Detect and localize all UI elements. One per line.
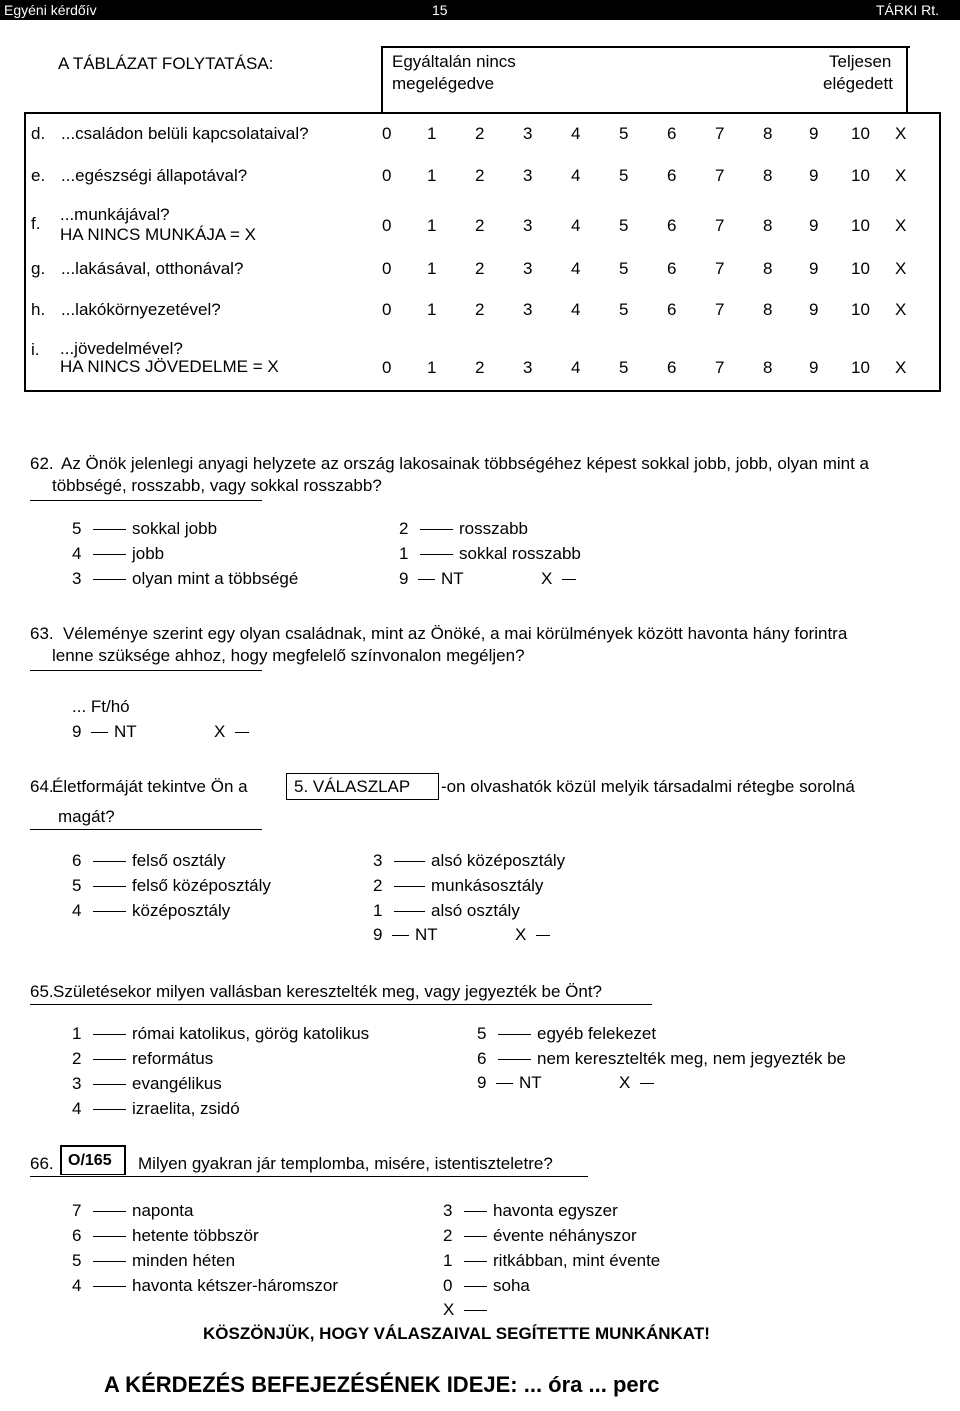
q66-option-code[interactable]: 4 (72, 1276, 82, 1295)
scale-option[interactable]: 6 (667, 124, 677, 143)
scale-option[interactable]: 2 (475, 216, 485, 235)
q66-option-label: minden héten (132, 1251, 236, 1270)
scale-option[interactable]: X (895, 124, 907, 143)
dash-connector (93, 1034, 126, 1035)
scale-option[interactable]: 6 (667, 358, 677, 377)
q66-option-code[interactable]: 3 (443, 1201, 453, 1220)
dash-connector (420, 554, 453, 555)
q64-nt-label: NT (415, 925, 438, 944)
scale-option[interactable]: 2 (475, 358, 485, 377)
q66-number: 66. (30, 1154, 54, 1173)
scale-option[interactable]: X (895, 166, 907, 185)
dash-connector (93, 554, 126, 555)
q66-option-label: ritkábban, mint évente (493, 1251, 661, 1270)
header-organization: TÁRKI Rt. (876, 2, 940, 18)
q65-option-code[interactable]: 1 (72, 1024, 82, 1043)
dash-connector (93, 1236, 126, 1237)
q64-nt-code[interactable]: 9 (373, 925, 383, 944)
q65-option-label: egyéb felekezet (537, 1024, 657, 1043)
scale-option[interactable]: 0 (382, 216, 392, 235)
q65-option-label: református (132, 1049, 214, 1068)
q62-option-code[interactable]: 1 (399, 544, 409, 563)
q66-option-label: naponta (132, 1201, 194, 1220)
row-label-condition: HA NINCS JÖVEDELME = X (60, 357, 279, 376)
q65-option-code[interactable]: 5 (477, 1024, 487, 1043)
q66-underline (30, 1176, 588, 1177)
row-label: ...lakásával, otthonával? (61, 259, 244, 278)
scale-option[interactable]: 2 (475, 300, 485, 319)
row-letter: h. (31, 300, 46, 319)
scale-option[interactable]: 1 (427, 259, 437, 278)
q63-nt-label: NT (114, 722, 137, 741)
q65-option-code[interactable]: 2 (72, 1049, 82, 1068)
scale-option[interactable]: 6 (667, 259, 677, 278)
scale-option[interactable]: 9 (809, 216, 819, 235)
q64-option-code[interactable]: 5 (72, 876, 82, 895)
q64-option-label: alsó középosztály (431, 851, 566, 870)
q65-option-label: izraelita, zsidó (132, 1099, 240, 1118)
scale-option[interactable]: 7 (715, 166, 725, 185)
scale-option[interactable]: 6 (667, 300, 677, 319)
dash-connector (464, 1211, 487, 1212)
scale-option[interactable]: 9 (809, 124, 819, 143)
scale-option[interactable]: 5 (619, 124, 629, 143)
table-row (26, 340, 939, 394)
scale-high-label-line1: Teljesen (829, 52, 892, 71)
scale-option[interactable]: 9 (809, 259, 819, 278)
scale-option[interactable]: 2 (475, 166, 485, 185)
row-letter: d. (31, 124, 46, 143)
table-row (26, 124, 939, 166)
q63-x-option[interactable]: X (214, 722, 226, 741)
dash-connector (562, 579, 576, 580)
scale-option[interactable]: 4 (571, 216, 581, 235)
scale-high-label-line2: elégedett (823, 74, 893, 93)
q63-text-line2: lenne szüksége ahhoz, hogy megfelelő színvonalon megéljen? (52, 646, 525, 665)
q62-number: 62. (30, 454, 54, 473)
q66-option-code[interactable]: X (443, 1300, 455, 1319)
q62-text-line1: Az Önök jelenlegi anyagi helyzete az ország lakosainak többségéhez képest sokkal jobb, jobb, olyan mint a (61, 454, 869, 473)
dash-connector (392, 935, 409, 936)
row-letter: i. (31, 340, 40, 359)
scale-low-label-line1: Egyáltalán nincs (392, 52, 516, 71)
q62-x-option[interactable]: X (541, 569, 553, 588)
scale-option[interactable]: 2 (475, 124, 485, 143)
q62-option-code[interactable]: 4 (72, 544, 82, 563)
q65-nt-label: NT (519, 1073, 542, 1092)
scale-option[interactable]: 5 (619, 216, 629, 235)
scale-option[interactable]: 0 (382, 124, 392, 143)
end-time-field[interactable]: A KÉRDEZÉS BEFEJEZÉSÉNEK IDEJE: ... óra ... perc (104, 1372, 660, 1397)
scale-header-right-edge (906, 46, 908, 112)
q64-option-code[interactable]: 2 (373, 876, 383, 895)
table-row (26, 300, 939, 340)
scale-option[interactable]: 8 (763, 124, 773, 143)
q62-option-code[interactable]: 3 (72, 569, 82, 588)
satisfaction-table (24, 112, 941, 392)
q62-text-line2: többségé, rosszabb, vagy sokkal rosszabb? (52, 476, 382, 495)
scale-option[interactable]: X (895, 358, 907, 377)
dash-connector (93, 911, 126, 912)
scale-option[interactable]: 9 (809, 300, 819, 319)
row-label: ...családon belüli kapcsolataival? (61, 124, 309, 143)
q64-option-code[interactable]: 3 (373, 851, 383, 870)
dash-connector (93, 1084, 126, 1085)
row-label: ...egészségi állapotával? (61, 166, 248, 185)
scale-option[interactable]: 4 (571, 124, 581, 143)
scale-option[interactable]: 0 (382, 259, 392, 278)
q62-option-code[interactable]: 2 (399, 519, 409, 538)
q66-code-label: O/165 (68, 1152, 112, 1169)
q65-x-option[interactable]: X (619, 1073, 631, 1092)
q64-card-label: 5. VÁLASZLAP (294, 777, 411, 796)
scale-option[interactable]: 7 (715, 216, 725, 235)
dash-connector (464, 1261, 487, 1262)
q66-option-code[interactable]: 7 (72, 1201, 82, 1220)
dash-connector (394, 911, 425, 912)
scale-option[interactable]: 7 (715, 259, 725, 278)
table-row (26, 206, 939, 259)
scale-option[interactable]: 7 (715, 300, 725, 319)
scale-option[interactable]: 5 (619, 358, 629, 377)
q63-nt-code[interactable]: 9 (72, 722, 82, 741)
thanks-message: KÖSZÖNJÜK, HOGY VÁLASZAIVAL SEGÍTETTE MUNKÁNKAT! (203, 1324, 710, 1343)
q66-option-code[interactable]: 1 (443, 1251, 453, 1270)
q64-option-code[interactable]: 1 (373, 901, 383, 920)
q65-option-label: nem keresztelték meg, nem jegyezték be (537, 1049, 846, 1068)
dash-connector (93, 1109, 126, 1110)
dash-connector (93, 1261, 126, 1262)
q62-option-label: rosszabb (459, 519, 528, 538)
dash-connector (394, 886, 425, 887)
scale-option[interactable]: 3 (523, 166, 533, 185)
dash-connector (420, 529, 453, 530)
scale-option[interactable]: 6 (667, 166, 677, 185)
q65-option-code[interactable]: 3 (72, 1074, 82, 1093)
q62-option-label: sokkal rosszabb (459, 544, 581, 563)
q64-underline (30, 829, 262, 830)
dash-connector (498, 1059, 531, 1060)
q66-option-code[interactable]: 2 (443, 1226, 453, 1245)
q62-nt-code[interactable]: 9 (399, 569, 409, 588)
q62-option-label: olyan mint a többségé (132, 569, 299, 588)
scale-option[interactable]: X (895, 300, 907, 319)
q62-nt-label: NT (441, 569, 464, 588)
row-label: ...lakókörnyezetével? (61, 300, 221, 319)
scale-option[interactable]: 3 (523, 259, 533, 278)
scale-option[interactable]: 7 (715, 358, 725, 377)
q62-option-label: sokkal jobb (132, 519, 218, 538)
scale-option[interactable]: 0 (382, 300, 392, 319)
dash-connector (536, 935, 550, 936)
scale-option[interactable]: 10 (851, 124, 870, 143)
dash-connector (93, 861, 126, 862)
scale-option[interactable]: 4 (571, 166, 581, 185)
scale-option[interactable]: 1 (427, 300, 437, 319)
row-label-condition: HA NINCS MUNKÁJA = X (60, 225, 257, 244)
scale-option[interactable]: 9 (809, 358, 819, 377)
scale-option[interactable]: 10 (851, 166, 870, 185)
scale-option[interactable]: 0 (382, 358, 392, 377)
dash-connector (235, 732, 249, 733)
dash-connector (93, 886, 126, 887)
scale-option[interactable]: 9 (809, 166, 819, 185)
scale-option[interactable]: 8 (763, 300, 773, 319)
q64-option-code[interactable]: 6 (72, 851, 82, 870)
dash-connector (640, 1083, 654, 1084)
q63-text-line1: Véleménye szerint egy olyan családnak, mint az Önöké, a mai körülmények között havonta hány forintra (63, 624, 848, 643)
header-page-number: 15 (432, 2, 448, 18)
row-letter: g. (31, 259, 46, 278)
scale-option[interactable]: 10 (851, 300, 870, 319)
q64-number: 64. (30, 777, 54, 796)
table-row (26, 166, 939, 206)
q64-option-code[interactable]: 4 (72, 901, 82, 920)
q62-underline (30, 500, 262, 501)
dash-connector (93, 1286, 126, 1287)
dash-connector (496, 1083, 513, 1084)
scale-option[interactable]: 4 (571, 300, 581, 319)
scale-option[interactable]: 1 (427, 124, 437, 143)
q65-option-label: evangélikus (132, 1074, 222, 1093)
scale-option[interactable]: 8 (763, 166, 773, 185)
scale-option[interactable]: 1 (427, 358, 437, 377)
header-survey-title: Egyéni kérdőív (4, 2, 97, 18)
scale-option[interactable]: 5 (619, 300, 629, 319)
q66-option-label: évente néhányszor (493, 1226, 637, 1245)
dash-connector (418, 579, 435, 580)
scale-option[interactable]: 10 (851, 358, 870, 377)
row-letter: e. (31, 166, 46, 185)
q64-option-label: középosztály (132, 901, 231, 920)
table-row (26, 259, 939, 300)
dash-connector (394, 861, 425, 862)
scale-header-box (381, 46, 908, 112)
q63-answer-field[interactable]: ... Ft/hó (72, 697, 130, 716)
table-heading: A TÁBLÁZAT FOLYTATÁSA: (58, 54, 274, 73)
dash-connector (93, 1211, 126, 1212)
q65-number: 65. (30, 982, 54, 1001)
dash-connector (91, 732, 108, 733)
scale-option[interactable]: 4 (571, 358, 581, 377)
dash-connector (464, 1310, 487, 1311)
q63-underline (30, 670, 262, 671)
q66-option-label: havonta egyszer (493, 1201, 618, 1220)
scale-option[interactable]: 3 (523, 124, 533, 143)
q65-option-code[interactable]: 4 (72, 1099, 82, 1118)
q64-option-label: felső osztály (132, 851, 226, 870)
page-header (0, 0, 960, 20)
dash-connector (498, 1034, 531, 1035)
scale-option[interactable]: 3 (523, 216, 533, 235)
scale-option[interactable]: 10 (851, 216, 870, 235)
scale-option[interactable]: 8 (763, 216, 773, 235)
row-label: ...munkájával? (60, 205, 170, 224)
scale-option[interactable]: 8 (763, 358, 773, 377)
q66-option-code[interactable]: 5 (72, 1251, 82, 1270)
q64-text-after: -on olvashatók közül melyik társadalmi rétegbe sorolná (441, 777, 855, 796)
scale-option[interactable]: X (895, 216, 907, 235)
q66-option-label: soha (493, 1276, 530, 1295)
q62-option-code[interactable]: 5 (72, 519, 82, 538)
q66-option-code[interactable]: 0 (443, 1276, 453, 1295)
scale-option[interactable]: 6 (667, 216, 677, 235)
q64-text-line2: magát? (58, 807, 115, 826)
scale-option[interactable]: 4 (571, 259, 581, 278)
dash-connector (93, 579, 126, 580)
scale-option[interactable]: 3 (523, 300, 533, 319)
row-label: ...jövedelmével? (60, 339, 183, 358)
q66-option-label: hetente többször (132, 1226, 259, 1245)
q63-number: 63. (30, 624, 54, 643)
q64-option-label: alsó osztály (431, 901, 520, 920)
q66-option-label: havonta kétszer-háromszor (132, 1276, 338, 1295)
dash-connector (464, 1286, 487, 1287)
scale-option[interactable]: 1 (427, 216, 437, 235)
row-letter: f. (31, 214, 41, 233)
q62-option-label: jobb (132, 544, 165, 563)
scale-low-label-line2: megelégedve (392, 74, 495, 93)
q66-text: Milyen gyakran jár templomba, misére, istentiszteletre? (138, 1154, 553, 1173)
q65-option-label: római katolikus, görög katolikus (132, 1024, 370, 1043)
q64-option-label: munkásosztály (431, 876, 544, 895)
scale-option[interactable]: 3 (523, 358, 533, 377)
scale-option[interactable]: 1 (427, 166, 437, 185)
scale-option[interactable]: X (895, 259, 907, 278)
q65-text: Születésekor milyen vallásban keresztelték meg, vagy jegyezték be Önt? (53, 982, 602, 1001)
dash-connector (93, 529, 126, 530)
scale-option[interactable]: 7 (715, 124, 725, 143)
q66-option-code[interactable]: 6 (72, 1226, 82, 1245)
dash-connector (464, 1236, 487, 1237)
scale-option[interactable]: 10 (851, 259, 870, 278)
q64-option-label: felső középosztály (132, 876, 271, 895)
scale-option[interactable]: 5 (619, 259, 629, 278)
q65-option-code[interactable]: 6 (477, 1049, 487, 1068)
q64-text-before: Életformáját tekintve Ön a (52, 777, 248, 796)
q64-x-option[interactable]: X (515, 925, 527, 944)
q66-code-box (60, 1145, 126, 1175)
scale-option[interactable]: 8 (763, 259, 773, 278)
q64-card-box (286, 773, 439, 800)
scale-option[interactable]: 0 (382, 166, 392, 185)
dash-connector (93, 1059, 126, 1060)
scale-option[interactable]: 5 (619, 166, 629, 185)
scale-option[interactable]: 2 (475, 259, 485, 278)
q65-underline (30, 1004, 652, 1005)
q65-nt-code[interactable]: 9 (477, 1073, 487, 1092)
